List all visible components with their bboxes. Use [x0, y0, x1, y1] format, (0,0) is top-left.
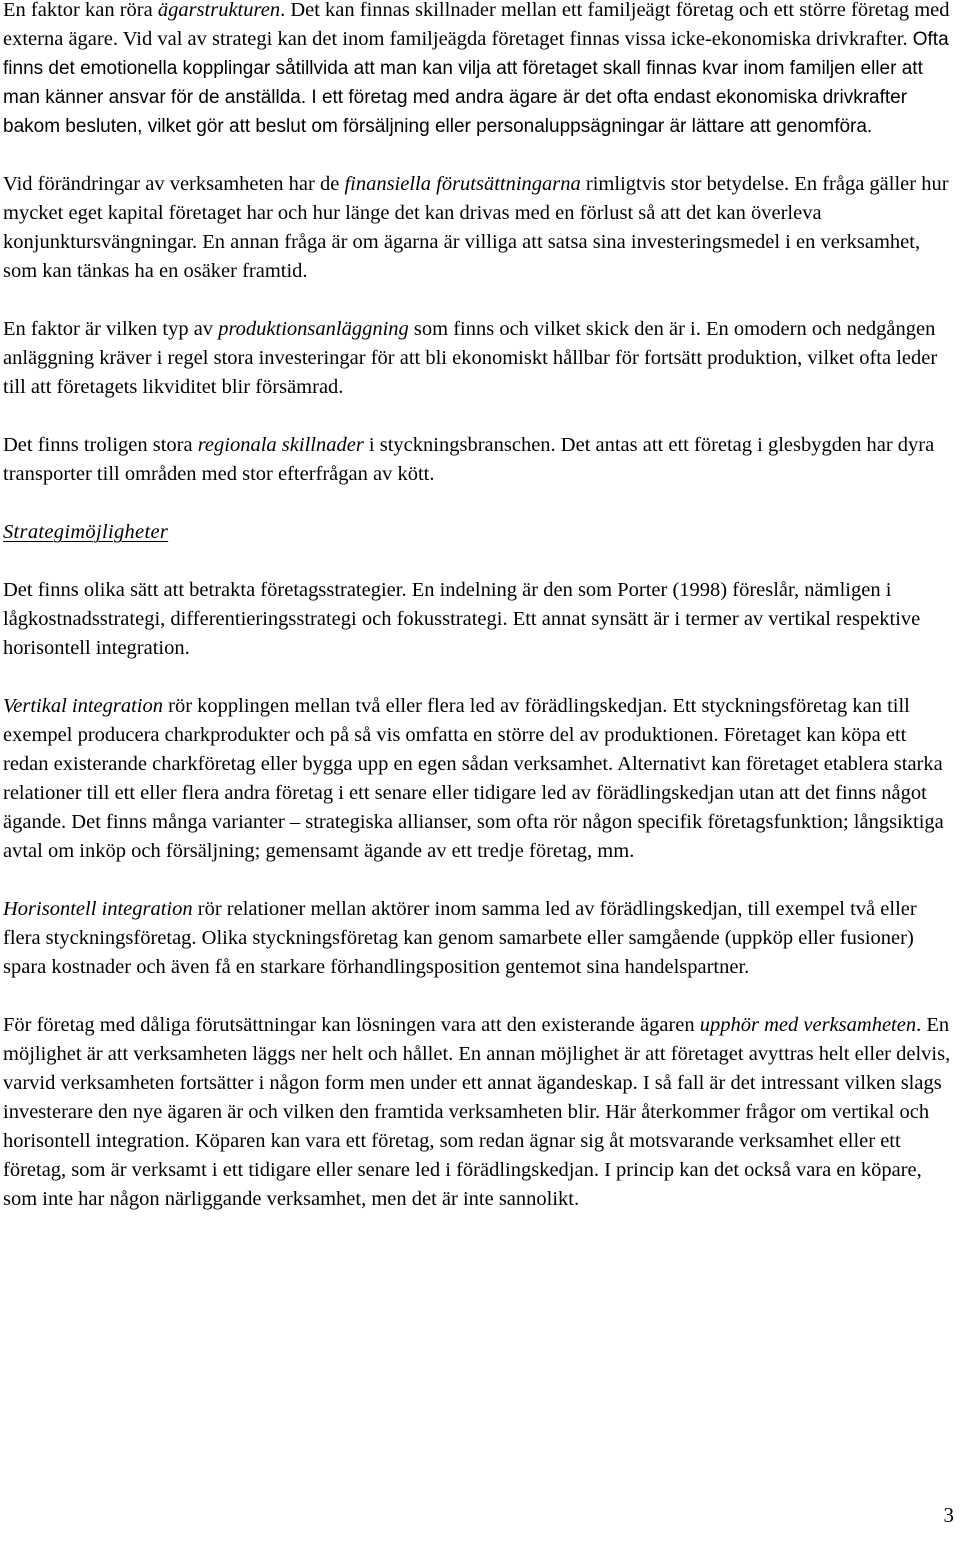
text-segment: Vid förändringar av verksamheten har de: [3, 173, 345, 195]
text-segment: En faktor är vilken typ av: [3, 318, 219, 340]
emphasis-term: regionala skillnader: [197, 434, 364, 456]
text-segment: Det finns olika sätt att betrakta företagsstrategier. En indelning är den som Porter (1998) föreslår, nämligen i lågkostnadsstrategi, differentieringsstrategi och fokusstrategi. Ett annat synsätt är i termer av vertikal respektive horisontell integration.: [3, 579, 921, 659]
paragraph-vertical-integration: [3, 692, 955, 866]
emphasis-term: upphör med verksamheten: [699, 1014, 917, 1036]
emphasis-term: finansiella förutsättningarna: [344, 173, 581, 195]
text-segment: rör kopplingen mellan två eller flera led av förädlingskedjan. Ett styckningsföretag kan till exempel producera charkprodukter och på så vis omfatta en större del av produktionen. Företaget kan köpa ett redan existerande charkföretag eller bygga upp en egen sådan verksamhet. Alternativt kan företaget etablera starka relationer till ett eller flera andra företag i ett senare eller tidigare led av förädlingskedjan utan att det finns något ägande. Det finns många varianter – strategiska allianser, som ofta rör någon specifik företagsfunktion; långsiktiga avtal om inköp och försäljning; gemensamt ägande av ett tredje företag, mm.: [3, 695, 944, 862]
section-heading-text: Strategimöjligheter: [3, 521, 169, 543]
text-segment-sans: Ofta finns det emotionella kopplingar såtillvida att man kan vilja att företaget skall finnas kvar inom familjen eller att man känner ansvar för de anställda. I ett företag med andra ägare är det ofta endast ekonomiska drivkrafter bakom besluten, vilket gör att beslut om försäljning eller personaluppsägningar är lättare att genomföra.: [3, 29, 949, 137]
text-segment: i styckningsbranschen. Det antas att ett företag i glesbygden har dyra transporter till områden med stor efterfrågan av kött.: [3, 434, 935, 485]
text-segment: Det finns troligen stora: [3, 434, 198, 456]
emphasis-term: ägarstrukturen: [157, 0, 281, 21]
text-segment: För företag med dåliga förutsättningar kan lösningen vara att den existerande ägaren: [3, 1014, 700, 1036]
paragraph-regional-differences: [3, 431, 955, 489]
text-segment: rör relationer mellan aktörer inom samma led av förädlingskedjan, till exempel två eller flera styckningsföretag. Olika styckningsföretag kan genom samarbete eller samgående (uppköp eller fusioner) spara kostnader och även få en starkare förhandlingsposition gentemot sina handelspartner.: [3, 898, 917, 978]
section-heading: [3, 518, 955, 547]
emphasis-term: Horisontell integration: [3, 898, 193, 920]
page-number: 3: [943, 1503, 954, 1527]
paragraph-production-facility: [3, 315, 955, 402]
emphasis-term: produktionsanläggning: [218, 318, 409, 340]
emphasis-term: Vertikal integration: [3, 695, 163, 717]
paragraph-horizontal-integration: [3, 895, 955, 982]
document-page: [3, 0, 955, 1243]
text-segment: En faktor kan röra: [3, 0, 158, 21]
text-segment: som finns och vilket skick den är i. En omodern och nedgången anläggning kräver i regel stora investeringar för att bli ekonomiskt hållbar för fortsätt produktion, vilket ofta leder till att företagets likviditet blir försämrad.: [3, 318, 938, 398]
paragraph-strategy-overview: [3, 576, 955, 663]
text-segment: . Det kan finnas skillnader mellan ett familjeägt företag och ett större företag med externa ägare. Vid val av strategi kan det inom familjeägda företaget finnas vissa icke-ekonomiska drivkrafter.: [3, 0, 950, 50]
paragraph-ownership-structure: [3, 0, 955, 141]
text-segment: rimligtvis stor betydelse. En fråga gäller hur mycket eget kapital företaget har och hur länge det kan drivas med en förlust så att det kan överleva konjunktursvängningar. En annan fråga är om ägarna är villiga att satsa sina investeringsmedel i en verksamhet, som kan tänkas ha en osäker framtid.: [3, 173, 949, 282]
text-segment: . En möjlighet är att verksamheten läggs ner helt och hållet. En annan möjlighet är att företaget avyttras helt eller delvis, varvid verksamheten fortsätter i någon form men under ett annat ägandeskap. I så fall är det intressant vilken slags investerare den nye ägaren är och vilken den framtida verksamheten blir. Här återkommer frågor om vertikal och horisontell integration. Köparen kan vara ett företag, som redan ägnar sig åt motsvarande verksamhet eller ett företag, som är verksamt i ett tidigare eller senare led i förädlingskedjan. I princip kan det också vara en köpare, som inte har någon närliggande verksamhet, men det är inte sannolikt.: [3, 1014, 951, 1210]
paragraph-discontinue-business: [3, 1011, 955, 1214]
paragraph-financial-conditions: [3, 170, 955, 286]
